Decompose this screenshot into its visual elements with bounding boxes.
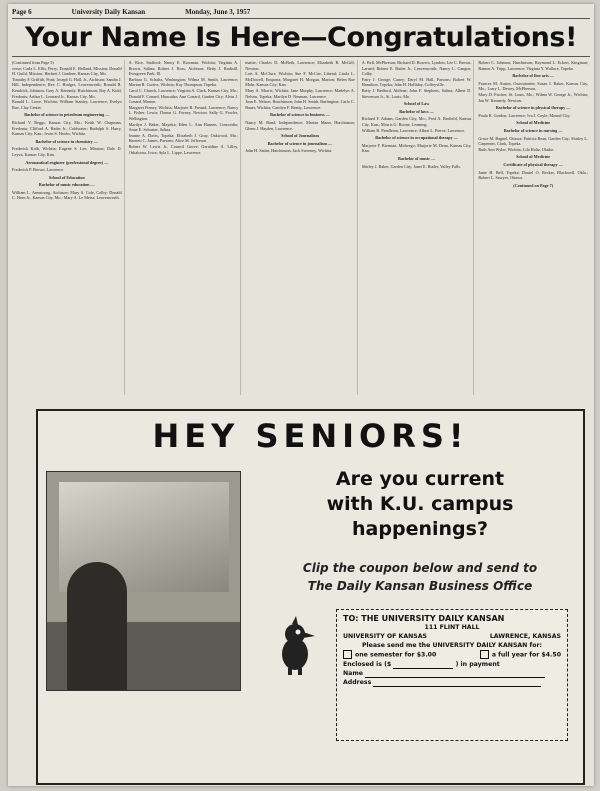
column-paragraph: Joan E. Nelson, Hutchinson; John H. Smith, Burlington; Carlo C. Bauer, Wichita; Carolyn F. Beatty, Lawrence. (245, 99, 355, 110)
column-paragraph: Lois A. McClure, Wichita; Sue F. McCue, Liberal; Linda L. McDowell, Emporia; Margaret H. Morgan, Marion; Helen Rae Mohr, Kansas City, Kan. (245, 71, 355, 88)
page-folio (12, 6, 588, 17)
column-paragraph: Robert C. Johnson, Hutchinson; Raymond L. Eckert, Kingman; Ramon A. Tripp, Lawrence; Virginia Y. Wallace, Topeka. (478, 60, 588, 71)
column-paragraph: (Continued from Page 5) (12, 60, 54, 65)
name-row (343, 669, 561, 678)
degree-heading: Bachelor of music — (397, 155, 436, 161)
clip-line: Clip the coupon below and send to (302, 561, 538, 575)
school-heading: School of Education (48, 174, 85, 180)
option-year[interactable] (480, 650, 561, 660)
school-heading: School of Medicine (516, 154, 551, 160)
degree-heading: Bachelor of science in business — (270, 112, 330, 118)
column-paragraph: William R. Pendleton, Lawrence; Albert L. Pierce, Lawrence. (361, 127, 466, 133)
column-4 (362, 60, 475, 395)
name-label: Name (343, 669, 363, 677)
column-3 (245, 60, 358, 395)
column-paragraph: Paula R. Gordon, Lawrence; Iva J. Coyle, Mound City. (478, 112, 571, 118)
school-heading: School of Medicine (516, 120, 551, 126)
column-paragraph: A. Bell, McPherson; Richard D. Bowers, Lyndon; Lee C. Brown, Larned; Robert E. Butler Jr., Leavenworth; Nancy L. Cangue, Colby. (361, 60, 472, 77)
column-paragraph: Margaret Finney, Wichita; Marjorie R. Freund, Lawrence; Nancy L. Fisher, Lewis; Donna G. Forney, Newton; Sally G. Fowler, Wellington. (128, 104, 239, 121)
enclosed-paren: ) (455, 660, 459, 668)
column-paragraph: Marilyn J. Baker, Mayetta; Eden L. Ann Hansen, Concordia; Anne E. Schuster, Salina. (128, 121, 239, 133)
column-paragraph: John H. Sattin, Hutchinson; Jack Sweeney, Wichita. (245, 148, 333, 154)
coupon-city: LAWRENCE, KANSAS (489, 633, 561, 640)
ad-pitch (270, 467, 570, 542)
column-paragraph: Jeanne A. Davis, Topeka; Elizabeth J. Gray, Oakwood, Mo.; Harriett C. James, Parsons; Alice M. Jefferson. (128, 132, 239, 144)
coupon-to: TO: THE UNIVERSITY DAILY KANSAN (343, 614, 505, 623)
column-paragraph: Grace M. Bagnel, Ottawa; Patricia Bean, Garden City; Shirley L. Carpenter, Clark, Topeka. (478, 135, 588, 147)
address-field[interactable] (373, 686, 541, 687)
column-paragraph: Frederick Kolb, Wichita; Eugene S. Lee, Mission; Dale D. Leyva, Kansas City, Kan. (12, 146, 122, 157)
headline-rule (12, 56, 590, 57)
semester-checkbox[interactable] (343, 650, 352, 659)
coupon-request: Please send me the UNIVERSITY DAILY KANSAN for: (362, 642, 542, 649)
column-5 (478, 60, 590, 395)
column-paragraph: Timothy F. Griffith, Pratt; Joseph G. Hall, Jr., Atchison; Sandra J. Hill, Independence; Rex C. Hodges, Leavenworth; Ronald R. Kendrick, Johnson; Gary A. Kennedy, Hutchinson; Ray A. Kidd, Fredonia; Arthur L. Leonard Jr., Kansas City, Mo. (12, 76, 122, 99)
column-paragraph: Mary A. Morris, Wichita; Jane Murphy, Lawrence; Madelyn A. Nelson, Topeka; Marilyn D. Neuman, Lawrence. (245, 87, 355, 99)
option-semester-label: one semester for $3.00 (355, 651, 437, 659)
photo-person (67, 562, 127, 691)
column-paragraph: mattie; Charles D. McBeth, Lawrence; Elizabeth R. McGill, Newton. (245, 60, 355, 71)
column-paragraph: Frances M. Austin, Osawatomie; Susan J. Baker, Kansas City, Mo.; Larry L. Dewey, McPherson. (478, 80, 588, 92)
column-paragraph: William L. Armstrong, Atchison; Mary S. Cole, Colby; Donald C. Horn Jr., Kansas City, Mo.; Mary A. Le Meise, Leavenworth. (12, 189, 122, 201)
clip-instructions (270, 559, 570, 595)
column-paragraph: Nancy M. Bond, Independence; Marian Mann, Hutchinson; Glenn J. Hayden, Lawrence. (245, 119, 355, 131)
column-paragraph: Marjorie F. Bierman, Midwego; Marjorie M. Dean, Kansas City, Kan. (361, 142, 472, 154)
page-number: Page 6 (12, 7, 32, 16)
column-paragraph: Fairy J. George, Caney; Daryl M. Hall, Parsons; Robert W. Hamilton, Topeka; John H. Holliday, Coffeyville. (361, 76, 472, 88)
column-2 (129, 60, 242, 395)
degree-heading: Bachelor of science in journalism — (267, 140, 333, 146)
pitch-line: with K.U. campus (326, 493, 514, 515)
column-paragraph: Barbara G. Schultz, Washington; Wilma M. Smith, Lawrence; Marian R. Curtiss, Wichita; Kay Thompson, Topeka. (128, 76, 239, 88)
degree-heading: Certificate of physical therapy — (503, 161, 563, 167)
degree-heading: Bachelor of fine arts — (512, 73, 554, 79)
pitch-line: happenings? (352, 518, 488, 540)
column-paragraph: verse; Carla L. Ellis, Perry; Donald E. Holland, Mission; Donald H. Guild, Mission; Herbert J. Gardner, Kansas City, Mo. (12, 65, 122, 77)
column-paragraph: Frederick P. Brown, Lawrence. (12, 167, 65, 173)
degree-heading: Bachelor of science in petroleum engineering — (24, 112, 110, 118)
degree-heading: Bachelor of science in occupational therapy — (375, 135, 458, 141)
ad-title: HEY SENIORS! (152, 417, 469, 455)
enclosed-row (343, 660, 561, 669)
option-year-label: a full year for $4.50 (491, 651, 561, 659)
enclosed-dollar: ($ (384, 660, 392, 668)
clip-line: The Daily Kansan Business Office (307, 579, 533, 593)
newspaper-name: University Daily Kansan (71, 7, 146, 16)
pitch-line: Are you current (335, 468, 505, 490)
newspaper-page (8, 4, 594, 786)
school-heading: School of Journalism (281, 133, 319, 139)
coupon-university: UNIVERSITY OF KANSAS (343, 633, 428, 640)
payment-label: in payment (460, 660, 500, 668)
degree-heading: Aeronautical engineer (professional degree) — (25, 159, 109, 165)
year-checkbox[interactable] (480, 650, 489, 659)
column-paragraph: Robert W. Lewis Jr., Council Grove; Geraldine A. Lilley, Oskaloosa, Iowa; Ayla L. Lippe, Lawrence. (128, 143, 239, 155)
address-row (343, 678, 561, 687)
column-paragraph: Carol C. Church, Lawrence; Virginia A. Clark, Kansas City, Mo.; Donald F. Conard, Hiawatha; Ann Conard, Garden City; Alvin J. Conard, Marion. (128, 87, 239, 105)
column-paragraph: Richard V. Beggs, Kansas City, Mo.; Keith W. Chapman, Fredonia; Clifford A. Rader Jr., Coldwater; Rudolph S. Harry, Kansas City, Kan.; Irwin S. Hooks, Wichita. (12, 119, 122, 137)
ad-photo (46, 471, 241, 691)
column-1 (12, 60, 125, 395)
column-paragraph: Richard F. Adams, Garden City, Mo.; Fred A. Barfield, Kansas City, Kan.; Morris G. Boone, Leaming. (361, 116, 472, 127)
issue-date: Monday, June 3, 1957 (185, 7, 251, 16)
continued-note: (Continued on Page 7) (513, 182, 554, 188)
subscription-ad (36, 409, 585, 785)
column-paragraph: Betty J. Bedford, Abilene; John F. Stephens, Salina; Albert D. Stevenson Jr., St. Louis, Mo. (361, 87, 472, 99)
column-paragraph: Mary D. Fischer, St. Louis, Mo.; Wilma W. George Jr., Wichita; Jan W. Kennedy, Newton. (478, 91, 588, 103)
address-label: Address (343, 678, 372, 686)
degree-heading: Bachelor of music education — (38, 182, 95, 188)
degree-heading: Bachelor of science in physical therapy — (495, 105, 571, 111)
degree-heading: Bachelor of science in chemistry — (35, 138, 99, 144)
column-paragraph: Shirley J. Baker, Garden City; Janet E. Butler, Valley Falls. (361, 163, 461, 169)
option-semester[interactable] (343, 650, 436, 660)
graduate-list-columns (12, 60, 590, 395)
coupon-address: 111 FLINT HALL (424, 624, 480, 631)
column-paragraph: Ronald L. Lowe, Wichita; William Stanley, Lawrence; Evelyn Rue, Clay Center. (12, 99, 122, 110)
school-heading: School of Law (403, 101, 430, 107)
column-paragraph: Janie H. Bell, Topeka; Daniel O. Becker, Blackwell, Okla.; Robert L. Sawyer, Ottawa. (478, 169, 588, 181)
page-headline: Your Name Is Here—Congratulations! (24, 22, 578, 53)
jayhawk-icon (270, 616, 320, 676)
top-rule (12, 18, 590, 19)
enclosed-label: Enclosed is (343, 660, 382, 668)
subscription-coupon[interactable] (336, 609, 568, 741)
column-paragraph: Ruth Ann Wyler, Wichita; Lila Holtz, Olathe. (478, 146, 555, 152)
degree-heading: Bachelor of laws — (399, 108, 434, 114)
column-paragraph: A. Rice, Stafford; Nancy E. Rowman, Wichita; Virginia A. Brown, Salina; Robert J. Ross, Atchison; Betty J. Rudisill, Evergreen Park, Ill. (128, 60, 239, 77)
degree-heading: Bachelor of science in nursing — (503, 127, 563, 133)
